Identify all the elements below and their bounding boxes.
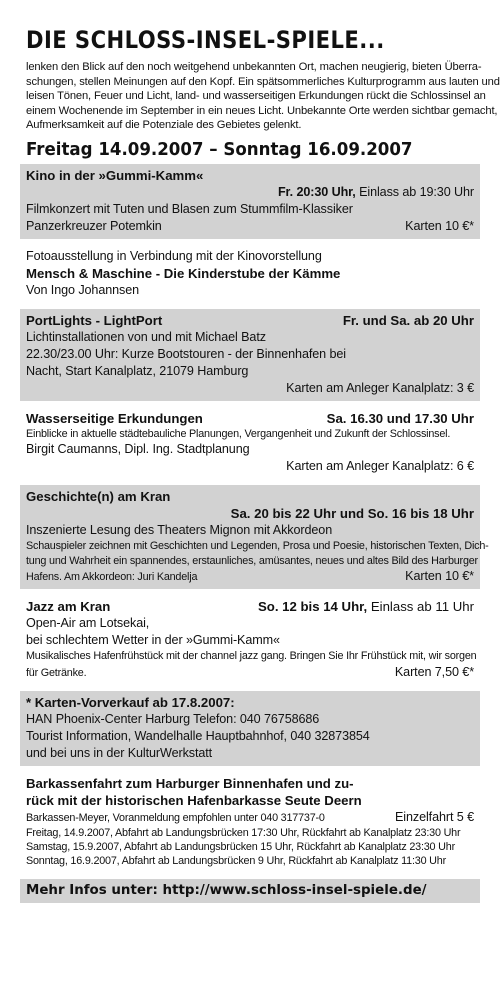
event-time — [26, 184, 474, 201]
event-wasser — [20, 407, 480, 479]
event-title — [26, 410, 474, 427]
event-einlass: Einlass ab 19:30 Uhr — [359, 184, 474, 199]
intro-line: schungen, stellen Meinungen auf den Kopf. Ein spätsommerliches Kulturprogramm aus lauten und — [26, 75, 500, 88]
event-description: Nacht, Start Kanalplatz, 21079 Hamburg — [26, 363, 249, 378]
event-description: Hafens. Am Akkordeon: Juri Kandelja — [26, 571, 198, 584]
event-description: Fotoausstellung in Verbindung mit der Kinovorstellung — [26, 248, 322, 263]
schedule-line: Sonntag, 16.9.2007, Abfahrt ab Landungsbrücken 9 Uhr, Rückfahrt ab Kanalplatz 11:30 Uhr — [26, 855, 446, 868]
event-time-text: Fr. 20:30 Uhr, — [277, 184, 356, 199]
event-row — [26, 664, 474, 681]
schedule-line: Samstag, 15.9.2007, Abfahrt ab Landungsbrücken 15 Uhr, Rückfahrt ab Kanalplatz 23:30 Uhr — [26, 841, 455, 853]
presale-line: Tourist Information, Wandelhalle Hauptbahnhof, 040 32873854 — [26, 728, 370, 743]
event-description: Lichtinstallationen von und mit Michael Batz — [26, 329, 266, 344]
event-description: Einblicke in aktuelle städtebauliche Planungen, Vergangenheit und Zukunft der Schlossinsel. — [26, 427, 451, 440]
presale-line: und bei uns in der KulturWerkstatt — [26, 745, 213, 760]
event-title — [26, 792, 474, 809]
event-time — [26, 505, 474, 522]
event-time-text: So. 12 bis 14 Uhr, — [257, 599, 368, 615]
event-foto — [20, 245, 480, 303]
presale-title-text: * Karten-Vorverkauf ab 17.8.2007: — [26, 694, 235, 710]
page-title: DIE SCHLOSS-INSEL-SPIELE... — [26, 26, 385, 54]
event-title-text: Kino in der »Gummi-Kamm« — [26, 167, 204, 183]
event-title — [26, 488, 474, 505]
event-price: Einzelfahrt 5 € — [394, 809, 474, 824]
event-row — [26, 809, 474, 826]
event-price: Karten am Anleger Kanalplatz: 3 € — [286, 380, 474, 395]
event-description: Panzerkreuzer Potemkin — [26, 218, 162, 233]
event-description: 22.30/23.00 Uhr: Kurze Bootstouren - der Binnenhafen bei — [26, 346, 346, 361]
event-title-text: Wasserseitige Erkundungen — [26, 410, 203, 426]
event-kino — [20, 164, 480, 239]
event-title — [26, 265, 474, 282]
event-jazz — [20, 595, 480, 684]
event-description: Barkassen-Meyer, Voranmeldung empfohlen unter 040 317737-0 — [26, 811, 325, 824]
event-title-text: PortLights - LightPort — [26, 312, 163, 328]
event-row — [26, 218, 474, 235]
event-title-text: Mensch & Maschine - Die Kinderstube der Kämme — [26, 265, 341, 281]
event-price: Karten 10 €* — [405, 218, 474, 233]
event-title — [26, 167, 474, 184]
event-einlass: Einlass ab 11 Uhr — [370, 599, 474, 615]
footer-link[interactable]: Mehr Infos unter: http://www.schloss-insel-spiele.de/ — [20, 879, 480, 903]
event-description: Filmkonzert mit Tuten und Blasen zum Stummfilm-Klassiker — [26, 201, 353, 216]
event-description: Open-Air am Lotsekai, — [26, 616, 150, 631]
event-description: tung und Wahrheit ein spannendes, erstaunliches, amüsantes, neues und altes Bild des Harburger — [26, 554, 478, 567]
presale-title — [26, 694, 474, 711]
intro-line: Aufmerksamkeit auf die Potenziale des Gebietes gelenkt. — [26, 119, 302, 132]
event-title-text: rück mit der historischen Hafenbarkasse Seute Deern — [26, 792, 362, 808]
event-title-text: Geschichte(n) am Kran — [26, 489, 171, 505]
event-dates: Freitag 14.09.2007 – Sonntag 16.09.2007 — [26, 139, 413, 160]
event-title — [26, 775, 474, 792]
event-price: Karten am Anleger Kanalplatz: 6 € — [286, 459, 474, 474]
event-price: Karten 10 €* — [405, 569, 474, 584]
event-description: Inszenierte Lesung des Theaters Mignon mit Akkordeon — [26, 523, 333, 538]
presale-line: HAN Phoenix-Center Harburg Telefon: 040 76758686 — [26, 711, 320, 726]
event-price: Karten 7,50 €* — [394, 664, 474, 679]
event-geschichte — [20, 485, 489, 589]
event-time-text: Fr. und Sa. ab 20 Uhr — [342, 312, 474, 328]
event-title — [26, 598, 474, 615]
intro-line: einem Wochenende im September in ein neues Licht. Unbekannte Orte werden sichtbar gemacht, — [26, 104, 498, 117]
event-author: Von Ingo Johannsen — [26, 282, 140, 297]
event-title-text: Barkassenfahrt zum Harburger Binnenhafen und zu- — [26, 775, 354, 791]
event-time-text: Sa. 20 bis 22 Uhr und So. 16 bis 18 Uhr — [230, 506, 474, 522]
event-time-text: Sa. 16.30 und 17.30 Uhr — [326, 410, 474, 426]
event-barkasse — [20, 772, 480, 873]
event-portlights — [20, 309, 480, 401]
event-title-text: Jazz am Kran — [26, 599, 111, 615]
event-title — [26, 312, 474, 329]
event-row — [26, 568, 474, 585]
intro-line: lenken den Blick auf den noch weitgehend unbekannten Ort, machen neugierig, bieten Überra- — [26, 61, 482, 73]
event-description: für Getränke. — [26, 666, 87, 679]
ticket-presale — [20, 691, 480, 766]
event-author: Birgit Caumanns, Dipl. Ing. Stadtplanung — [26, 442, 250, 457]
schedule-line: Freitag, 14.9.2007, Abfahrt ab Landungsbrücken 17:30 Uhr, Rückfahrt ab Kanalplatz 23:30 Uhr — [26, 826, 461, 839]
intro-line: leisen Tönen, Feuer und Licht, land- und wasserseitigen Erkundungen rückt die Schlossinsel an — [26, 90, 486, 103]
event-description: Schauspieler zeichnen mit Geschichten und Legenden, Prosa und Poesie, historischen Texten, Dich- — [26, 540, 489, 553]
event-description: bei schlechtem Wetter in der »Gummi-Kamm« — [26, 633, 280, 648]
intro-text — [26, 60, 500, 133]
event-description: Musikalisches Hafenfrühstück mit der channel jazz gang. Bringen Sie Ihr Frühstück mit, wir sorgen — [26, 650, 477, 663]
